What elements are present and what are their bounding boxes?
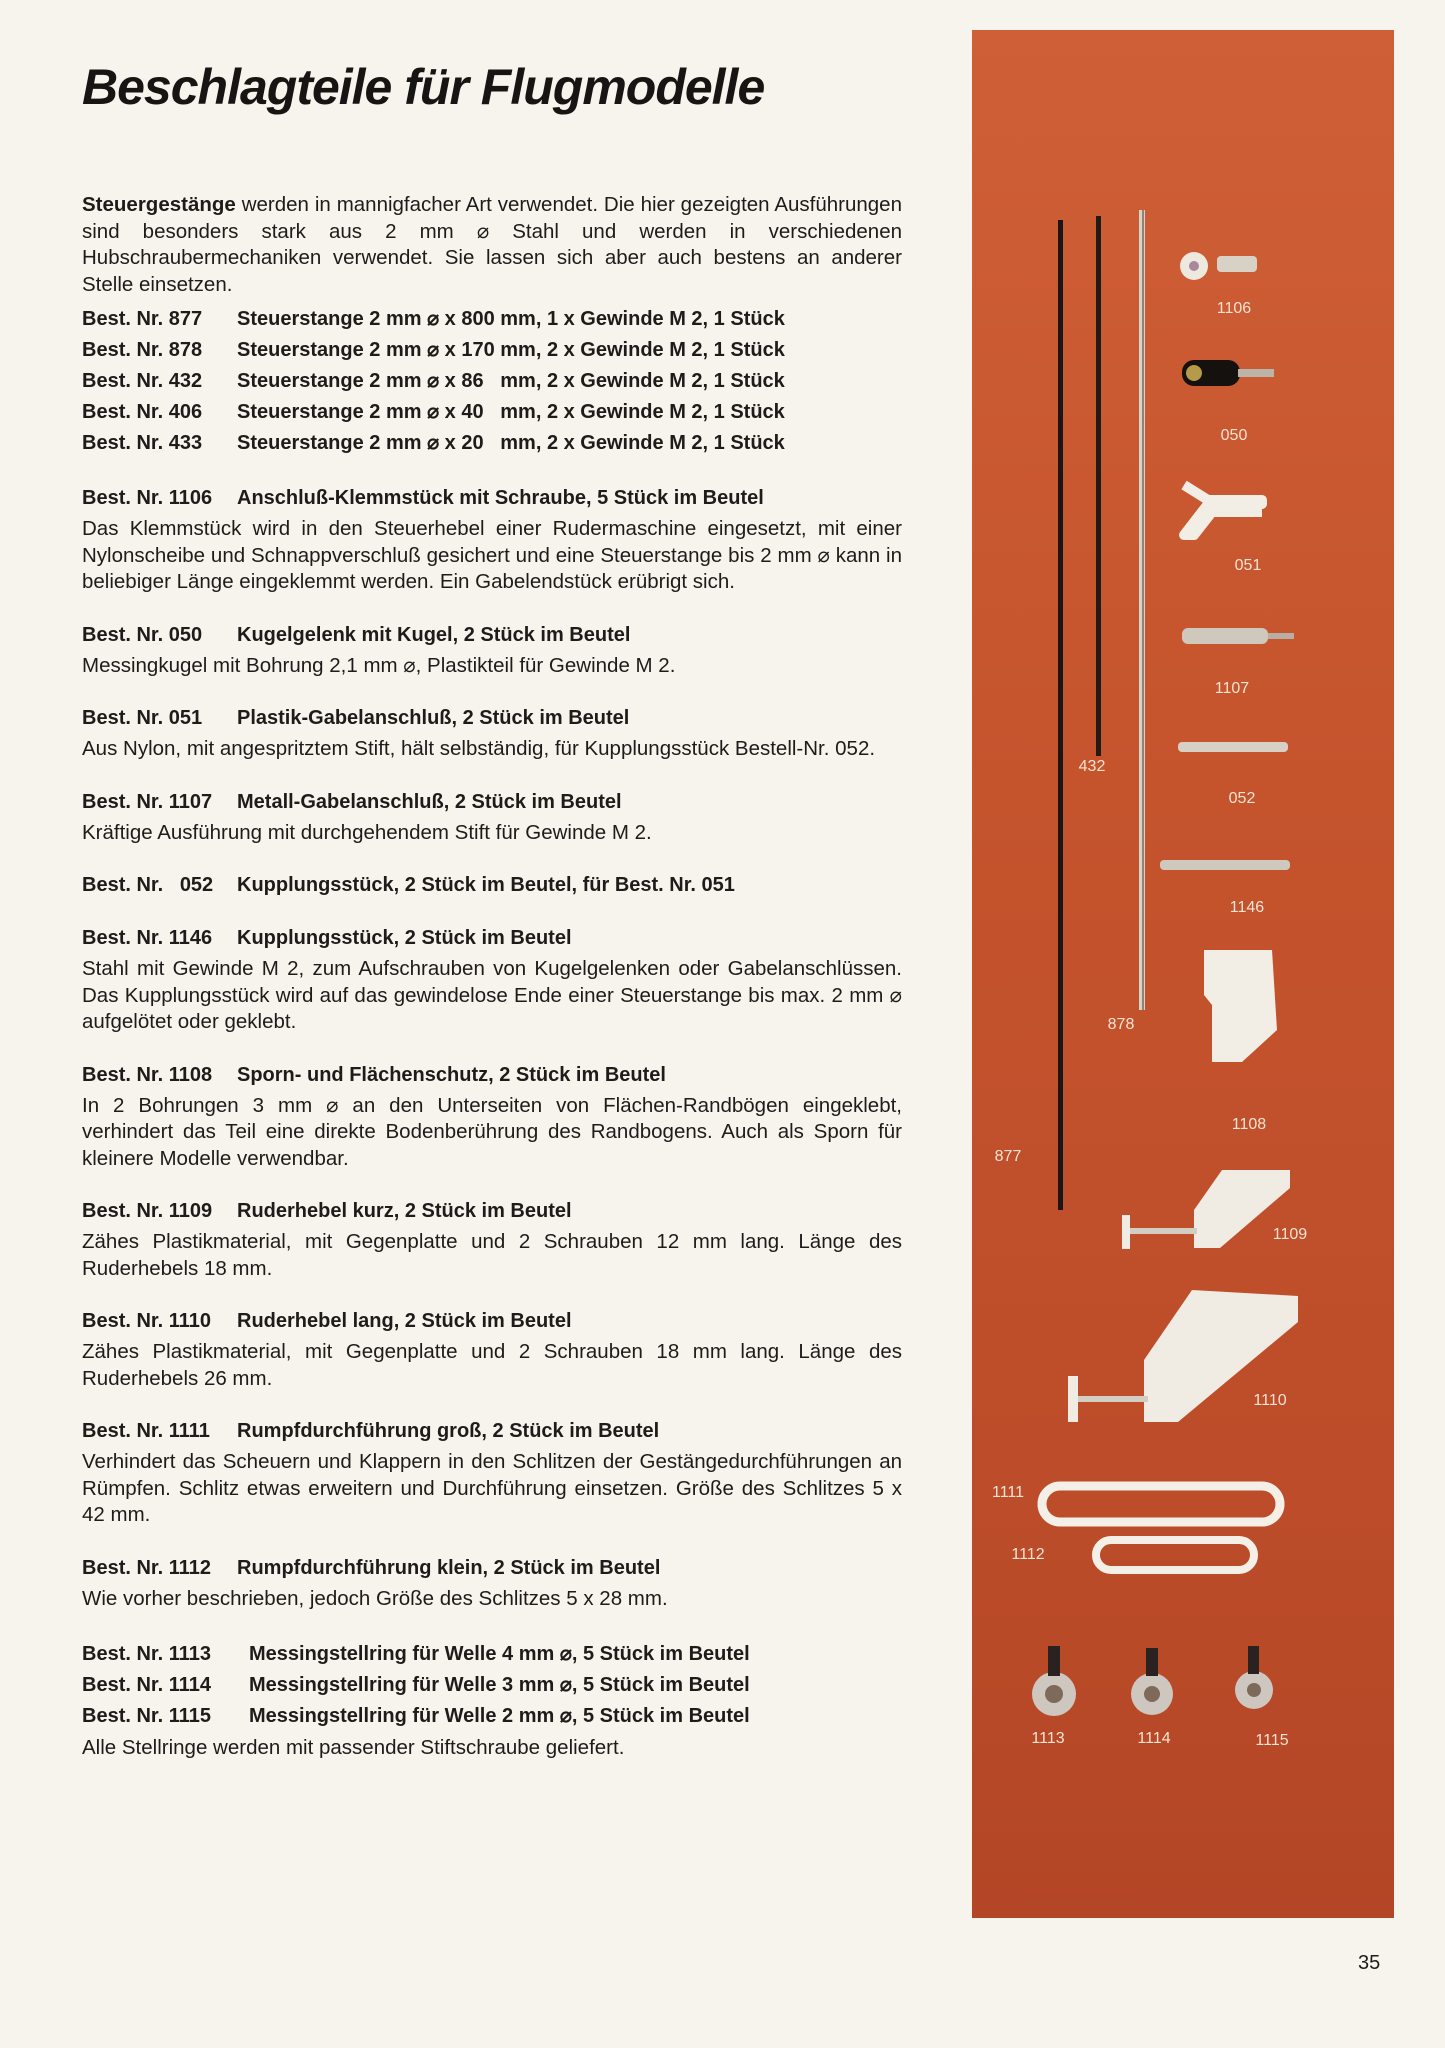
section-1146 — [82, 924, 902, 1036]
order-number: Best. Nr. 433 — [82, 432, 203, 454]
section-heading: Kupplungsstück, 2 Stück im Beutel, für Best. Nr. 051 — [237, 874, 735, 896]
part-1112 — [1096, 1540, 1254, 1570]
order-number: Best. Nr. 877 — [82, 308, 203, 330]
photo-label-1111: 1111 — [991, 1484, 1025, 1501]
item-description: Steuerstange 2 mm ⌀ x 170 mm, 2 x Gewinde M 2, 1 Stück — [237, 339, 785, 361]
intro-bold-term: Steuergestänge — [82, 193, 236, 216]
photo-label-432: 432 — [1078, 758, 1106, 775]
order-number: Best. Nr. 1114 — [82, 1674, 211, 1696]
page-title: Beschlagteile für Flugmodelle — [82, 59, 765, 115]
part-052 — [1178, 742, 1288, 752]
order-number: Best. Nr. 1111 — [82, 1420, 210, 1442]
photo-label-051: 051 — [1234, 557, 1262, 574]
stellring-item — [82, 1670, 902, 1701]
steuerstange-item — [82, 366, 902, 397]
section-1112 — [82, 1554, 902, 1613]
photo-label-878: 878 — [1107, 1016, 1135, 1033]
item-description: Steuerstange 2 mm ⌀ x 40 mm, 2 x Gewinde M 2, 1 Stück — [237, 401, 785, 423]
section-052 — [82, 871, 902, 899]
section-heading: Metall-Gabelanschluß, 2 Stück im Beutel — [237, 790, 622, 813]
text-column — [82, 192, 902, 1762]
part-051 — [1184, 485, 1262, 535]
section-1108 — [82, 1061, 902, 1173]
section-heading: Ruderhebel kurz, 2 Stück im Beutel — [237, 1200, 572, 1222]
item-description: Steuerstange 2 mm ⌀ x 86 mm, 2 x Gewinde M 2, 1 Stück — [237, 370, 785, 392]
steuerstange-item — [82, 335, 902, 366]
steuerstangen-list — [82, 304, 902, 459]
photo-label-1110: 1110 — [1253, 1392, 1287, 1409]
order-number: Best. Nr. 1106 — [82, 487, 213, 509]
photo-label-877: 877 — [994, 1148, 1022, 1165]
order-number: Best. Nr. 1112 — [82, 1556, 211, 1579]
steuerstange-item — [82, 304, 902, 335]
photo-label-1114: 1114 — [1137, 1730, 1171, 1747]
photo-label-1106: 1106 — [1216, 300, 1252, 317]
stellring-item — [82, 1639, 902, 1670]
stellringe-list — [82, 1639, 902, 1762]
section-heading: Plastik-Gabelanschluß, 2 Stück im Beutel — [237, 707, 630, 729]
steuerstange-item — [82, 397, 902, 428]
section-heading: Sporn- und Flächenschutz, 2 Stück im Beutel — [237, 1063, 666, 1086]
part-1107 — [1182, 628, 1268, 644]
item-description: Steuerstange 2 mm ⌀ x 800 mm, 1 x Gewinde M 2, 1 Stück — [237, 308, 785, 330]
order-number: Best. Nr. 1109 — [82, 1200, 213, 1222]
section-heading: Rumpfdurchführung klein, 2 Stück im Beutel — [237, 1556, 661, 1579]
photo-label-1115: 1115 — [1255, 1732, 1289, 1749]
section-heading: Ruderhebel lang, 2 Stück im Beutel — [237, 1310, 572, 1332]
item-description: Messingstellring für Welle 2 mm ⌀, 5 Stück im Beutel — [249, 1705, 750, 1727]
order-number: Best. Nr. 1110 — [82, 1310, 211, 1332]
order-number: Best. Nr. 051 — [82, 707, 203, 729]
order-number: Best. Nr. 1115 — [82, 1705, 211, 1727]
order-number: Best. Nr. 1146 — [82, 927, 213, 949]
order-number: Best. Nr. 406 — [82, 401, 203, 423]
intro-text: werden in mannigfacher Art verwendet. Die hier gezeigten Ausführungen sind besonders stark aus 2 mm ⌀ Stahl und werden in verschiedenen Hubschraubermechaniken verwendet. Sie lassen sich aber auch bestens an anderer Stelle einsetzen. — [82, 193, 902, 296]
photo-label-1146: 1146 — [1229, 899, 1265, 916]
section-1106 — [82, 484, 902, 596]
section-description: Kräftige Ausführung mit durchgehendem Stift für Gewinde M 2. — [82, 820, 652, 844]
section-description: Aus Nylon, mit angespritztem Stift, hält selbständig, für Kupplungsstück Bestell-Nr. 052. — [82, 737, 876, 760]
section-heading: Rumpfdurchführung groß, 2 Stück im Beutel — [237, 1420, 660, 1442]
stellring-item — [82, 1701, 902, 1732]
photo-label-050: 050 — [1220, 427, 1248, 444]
section-description: Stahl mit Gewinde M 2, zum Aufschrauben von Kugelgelenken oder Gabelanschlüssen. Das Kupplungsstück wird auf das gewindelose Ende einer Steuerstange bis max. 2 mm ⌀ aufgelötet oder geklebt. — [82, 957, 902, 1033]
section-description: Verhindert das Scheuern und Klappern in den Schlitzen der Gestängedurchführungen an Rümpfen. Schlitz etwas erweitern und Durchführung einsetzen. Größe des Schlitzes 5 x 42 mm. — [82, 1450, 902, 1526]
part-1106-clamp — [1217, 256, 1257, 272]
product-photo-art — [972, 30, 1394, 1918]
section-description: Zähes Plastikmaterial, mit Gegenplatte und 2 Schrauben 18 mm lang. Länge des Ruderhebels 26 mm. — [82, 1340, 902, 1390]
photo-label-052: 052 — [1228, 790, 1256, 807]
steuerstange-item — [82, 428, 902, 459]
photo-label-1108: 1108 — [1231, 1116, 1267, 1133]
section-description: Wie vorher beschrieben, jedoch Größe des Schlitzes 5 x 28 mm. — [82, 1586, 668, 1610]
order-number: Best. Nr. 052 — [82, 874, 214, 896]
part-1146 — [1160, 860, 1290, 870]
photo-label-1109: 1109 — [1272, 1226, 1308, 1243]
order-number: Best. Nr. 050 — [82, 623, 203, 646]
stellringe-note: Alle Stellringe werden mit passender Stiftschraube geliefert. — [82, 1736, 625, 1759]
section-1107 — [82, 788, 902, 847]
order-number: Best. Nr. 1113 — [82, 1643, 211, 1665]
product-photo — [972, 30, 1394, 1918]
part-1108 — [1204, 950, 1277, 1062]
section-050 — [82, 621, 902, 680]
section-description: Messingkugel mit Bohrung 2,1 mm ⌀, Plastikteil für Gewinde M 2. — [82, 653, 676, 677]
section-1109 — [82, 1197, 902, 1282]
order-number: Best. Nr. 1108 — [82, 1063, 213, 1086]
photo-label-1107: 1107 — [1214, 680, 1250, 697]
intro-paragraph — [82, 192, 902, 298]
section-description: Das Klemmstück wird in den Steuerhebel einer Rudermaschine eingesetzt, mit einer Nylonscheibe und Schnappverschluß gesichert und eine Steuerstange bis 2 mm ⌀ kann in beliebiger Länge eingeklemmt werden. Ein Gabelendstück erübrigt sich. — [82, 517, 902, 593]
item-description: Steuerstange 2 mm ⌀ x 20 mm, 2 x Gewinde M 2, 1 Stück — [237, 432, 785, 454]
section-description: Zähes Plastikmaterial, mit Gegenplatte und 2 Schrauben 12 mm lang. Länge des Ruderhebels 18 mm. — [82, 1230, 902, 1280]
section-description: In 2 Bohrungen 3 mm ⌀ an den Unterseiten von Flächen-Randbögen eingeklebt, verhindert das Teil eine direkte Bodenberührung des Randbogens. Auch als Sporn für kleinere Modelle verwendbar. — [82, 1093, 902, 1170]
section-heading: Anschluß-Klemmstück mit Schraube, 5 Stück im Beutel — [237, 487, 764, 509]
photo-label-1112: 1112 — [1011, 1546, 1045, 1563]
rod-877 — [1058, 220, 1063, 1210]
page-number: 35 — [1358, 1952, 1381, 1974]
order-number: Best. Nr. 1107 — [82, 790, 213, 813]
photo-label-1113: 1113 — [1031, 1730, 1065, 1747]
section-heading: Kupplungsstück, 2 Stück im Beutel — [237, 927, 572, 949]
order-number: Best. Nr. 432 — [82, 370, 203, 392]
section-heading: Kugelgelenk mit Kugel, 2 Stück im Beutel — [237, 623, 631, 646]
section-051 — [82, 704, 902, 763]
item-description: Messingstellring für Welle 4 mm ⌀, 5 Stück im Beutel — [249, 1643, 750, 1665]
order-number: Best. Nr. 878 — [82, 339, 203, 361]
part-1111 — [1042, 1486, 1280, 1522]
rod-432 — [1096, 216, 1101, 756]
section-1111 — [82, 1417, 902, 1529]
item-description: Messingstellring für Welle 3 mm ⌀, 5 Stück im Beutel — [249, 1674, 750, 1696]
section-1110 — [82, 1307, 902, 1392]
